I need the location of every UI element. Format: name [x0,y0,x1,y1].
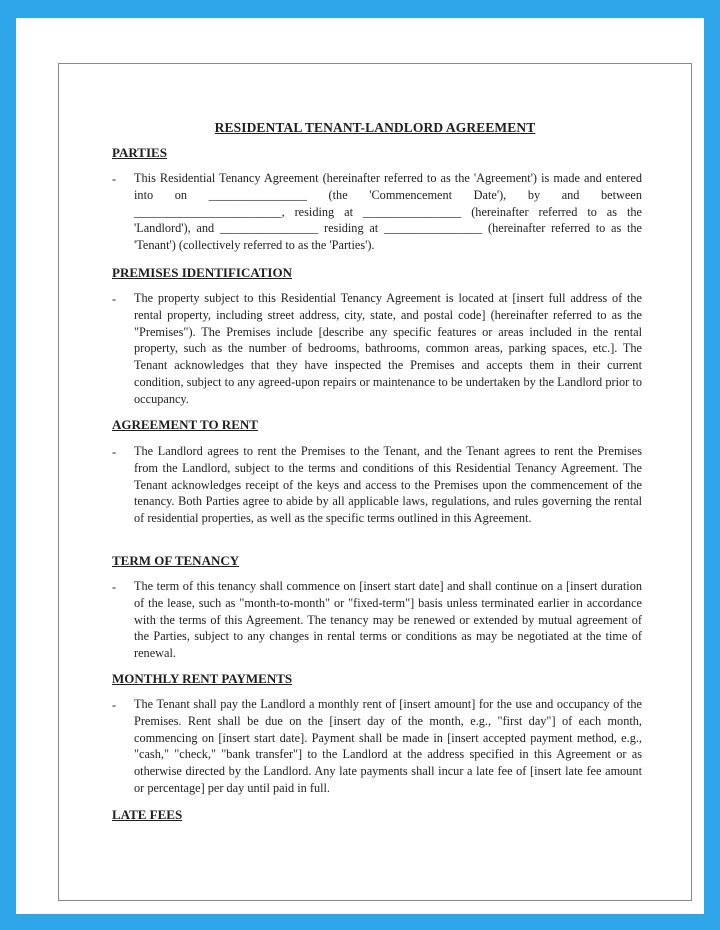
section-text-monthly-rent-payments: The Tenant shall pay the Landlord a monthly rent of [insert amount] for the use and occupancy of the Premises. Rent shall be due on the [insert day of the month, e.g., "first day"] of each month, commencing on [insert start date]. Payment shall be made in [insert accepted payment method, e.g., "cash," "check," "bank transfer"] to the Landlord at the address specified in this Agreement or as otherwise directed by the Landlord. Any late payments shall incur a late fee of [insert late fee amount or percentage] per day until paid in full. [134,697,642,795]
section-text-term-of-tenancy: The term of this tenancy shall commence on [insert start date] and shall continue on a [insert duration of the lease, such as "month-to-month" or "fixed-term"] basis unless terminated earlier in accordance with the terms of this Agreement. The tenancy may be renewed or extended by mutual agreement of the Parties, subject to any changes in rental terms or conditions as may be negotiated at the time of renewal. [134,579,642,661]
bullet-marker: - [112,292,117,306]
section-heading-term-of-tenancy: TERM OF TENANCY [112,553,240,568]
bullet-marker: - [112,698,117,712]
document-page [58,63,692,901]
bullet-marker: - [112,172,117,186]
section-heading-late-fees: LATE FEES [112,807,183,822]
section-heading-agreement-to-rent: AGREEMENT TO RENT [112,417,258,432]
section-text-parties: This Residential Tenancy Agreement (hereinafter referred to as the 'Agreement') is made and entered into on ________________ (the 'Commencement Date'), by and between ________________________, residing at ________________ (hereinafter referred to as the 'Landlord'), and ________________ residing at ________________ (hereinafter referred to as the 'Tenant') (collectively referred to as the 'Parties'). [134,171,642,253]
section-heading-monthly-rent-payments: MONTHLY RENT PAYMENTS [112,671,293,686]
section-heading-premises-identification: PREMISES IDENTIFICATION [112,265,292,280]
document-title: RESIDENTAL TENANT-LANDLORD AGREEMENT [214,120,536,135]
section-text-premises-identification: The property subject to this Residential Tenancy Agreement is located at [insert full address of the rental property, including street address, city, state, and postal code] (hereinafter referred to as the "Premises"). The Premises include [describe any specific features or areas included in the rental property, such as the number of bedrooms, bathrooms, common areas, parking spaces, etc.]. The Tenant acknowledges that they have inspected the Premises and accepts them in their current condition, subject to any agreed-upon repairs or maintenance to be undertaken by the Landlord prior to occupancy. [134,291,642,406]
section-text-agreement-to-rent: The Landlord agrees to rent the Premises to the Tenant, and the Tenant agrees to rent the Premises from the Landlord, subject to the terms and conditions of this Residential Tenancy Agreement. The Tenant acknowledges receipt of the keys and access to the Premises upon the commencement of the tenancy. Both Parties agree to abide by all applicable laws, regulations, and rules governing the rental of residential properties, as well as the specific terms outlined in this Agreement. [134,444,642,526]
section-heading-parties: PARTIES [112,145,167,160]
page-background [16,18,704,914]
bullet-marker: - [112,445,117,459]
bullet-marker: - [112,580,117,594]
